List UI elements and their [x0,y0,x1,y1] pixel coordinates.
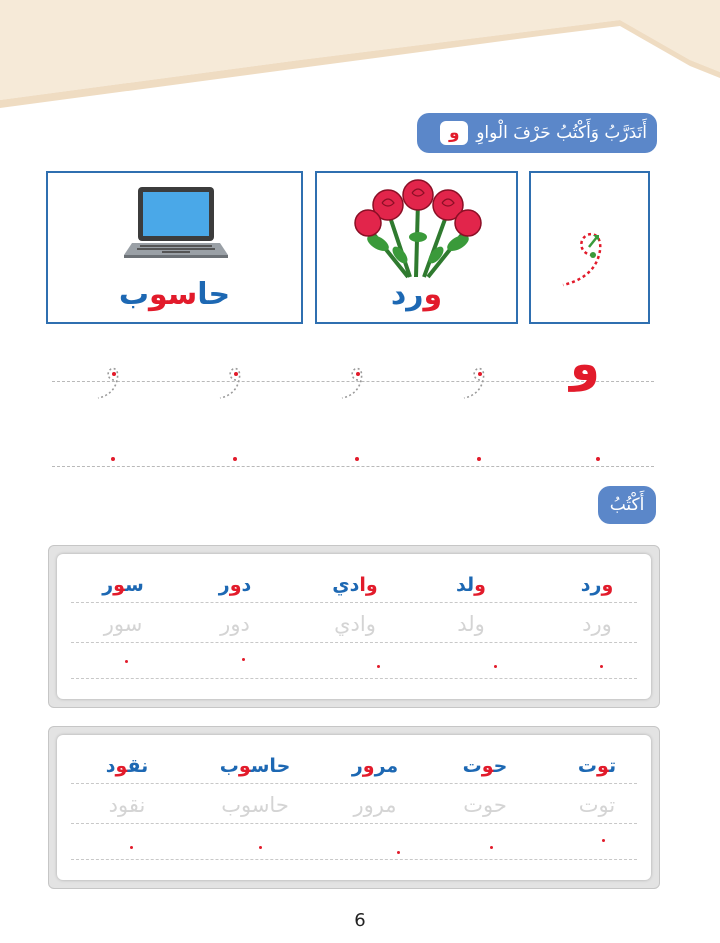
laptop-word [48,277,301,312]
model-letter: و [570,336,600,392]
start-dot [377,665,380,668]
rose-word-part-2: رد [390,277,424,312]
panel1-trace-1: ورد [582,612,612,636]
word-part: و [481,755,494,777]
panel2-trace-5: نقود [108,793,146,817]
word-part: و [362,755,375,777]
trace-letter-2-icon [338,362,374,404]
page-number: 6 [354,910,366,931]
start-dot [233,457,237,461]
trace-letter-1-icon [460,362,496,404]
panel1-word-3 [332,574,378,596]
panel1-trace-5: سور [103,612,143,636]
laptop-icon [124,185,228,259]
laptop-card [46,171,303,324]
letter-stroke-guide-icon [553,205,623,295]
panel1-word-4 [219,574,252,596]
start-dot [125,660,128,663]
word-part: و [597,755,609,777]
start-dot [259,846,262,849]
panel2-word-3 [352,755,398,777]
write-label: أَكْتُبُ [598,486,656,524]
word-part: ب [219,755,239,777]
panel-line [71,823,637,824]
panel2-word-4 [220,755,291,777]
start-dot [355,457,359,461]
word-part: رد [580,574,602,596]
panel-line [71,783,637,784]
start-dot [242,658,245,661]
start-dot [477,457,481,461]
word-part: نق [127,755,149,777]
panel2-word-1 [578,755,616,777]
rose-card [315,171,518,324]
word-part: د [105,755,116,777]
start-dot [397,851,400,854]
instruction-letter-chip: و [440,121,468,145]
panel1-trace-4: دور [220,612,250,636]
panel2-trace-3: مرور [353,793,397,817]
word-part: حاس [250,755,291,777]
word-part: ر [102,574,114,596]
start-dot [111,457,115,461]
rose-word-part-1: و [423,277,443,312]
word-part: و [474,574,486,596]
word-part: و [229,574,242,596]
instruction-banner [417,113,657,153]
word-part: ر [218,574,230,596]
panel2-trace-1: توت [578,793,616,817]
panel-line [71,678,637,679]
panel2-word-2 [463,755,508,777]
rose-word [317,277,516,312]
word-part: و [115,755,128,777]
word-panel-1-sheet [57,554,651,699]
word-part: دي [332,574,360,596]
panel1-trace-3: وادي [334,612,376,636]
laptop-word-part-3: ب [118,277,149,312]
panel1-word-2 [456,574,486,596]
word-part: ت [577,755,598,777]
word-part: ت [608,755,617,777]
tracing-line-2 [52,466,654,467]
panel2-trace-2: حوت [463,793,507,817]
panel1-word-1 [581,574,614,596]
word-part: س [125,574,144,596]
word-part: لد [456,574,475,596]
trace-letter-3-icon [216,362,252,404]
word-part: و [113,574,126,596]
start-dot [494,665,497,668]
panel2-word-5 [106,755,149,777]
word-part: وا [359,574,378,596]
word-part: و [601,574,614,596]
word-panel-2-sheet [57,735,651,880]
top-banner [0,0,720,110]
word-part: د [241,574,252,596]
instruction-text: أَتَدَرَّبُ وَأَكْتُبُ حَرْفَ الْواوِ [476,123,647,143]
panel-line [71,642,637,643]
word-part: ر [351,755,363,777]
panel-line [71,602,637,603]
laptop-word-part-2: سو [148,277,198,312]
start-dot [602,839,605,842]
roses-icon [348,177,488,281]
laptop-word-part-1: حا [197,277,231,312]
word-part: ت [462,755,482,777]
word-part: مر [374,755,399,777]
word-part: و [238,755,251,777]
start-dot [490,846,493,849]
start-dot [130,846,133,849]
panel-line [71,859,637,860]
trace-letter-4-icon [94,362,130,404]
panel1-trace-2: ولد [457,612,485,636]
start-dot [596,457,600,461]
letter-stroke-card [529,171,650,324]
start-dot [600,665,603,668]
word-part: ح [493,755,508,777]
word-panel-2 [48,726,660,889]
panel2-trace-4: حاسوب [221,793,289,817]
panel1-word-5 [102,574,144,596]
word-panel-1 [48,545,660,708]
